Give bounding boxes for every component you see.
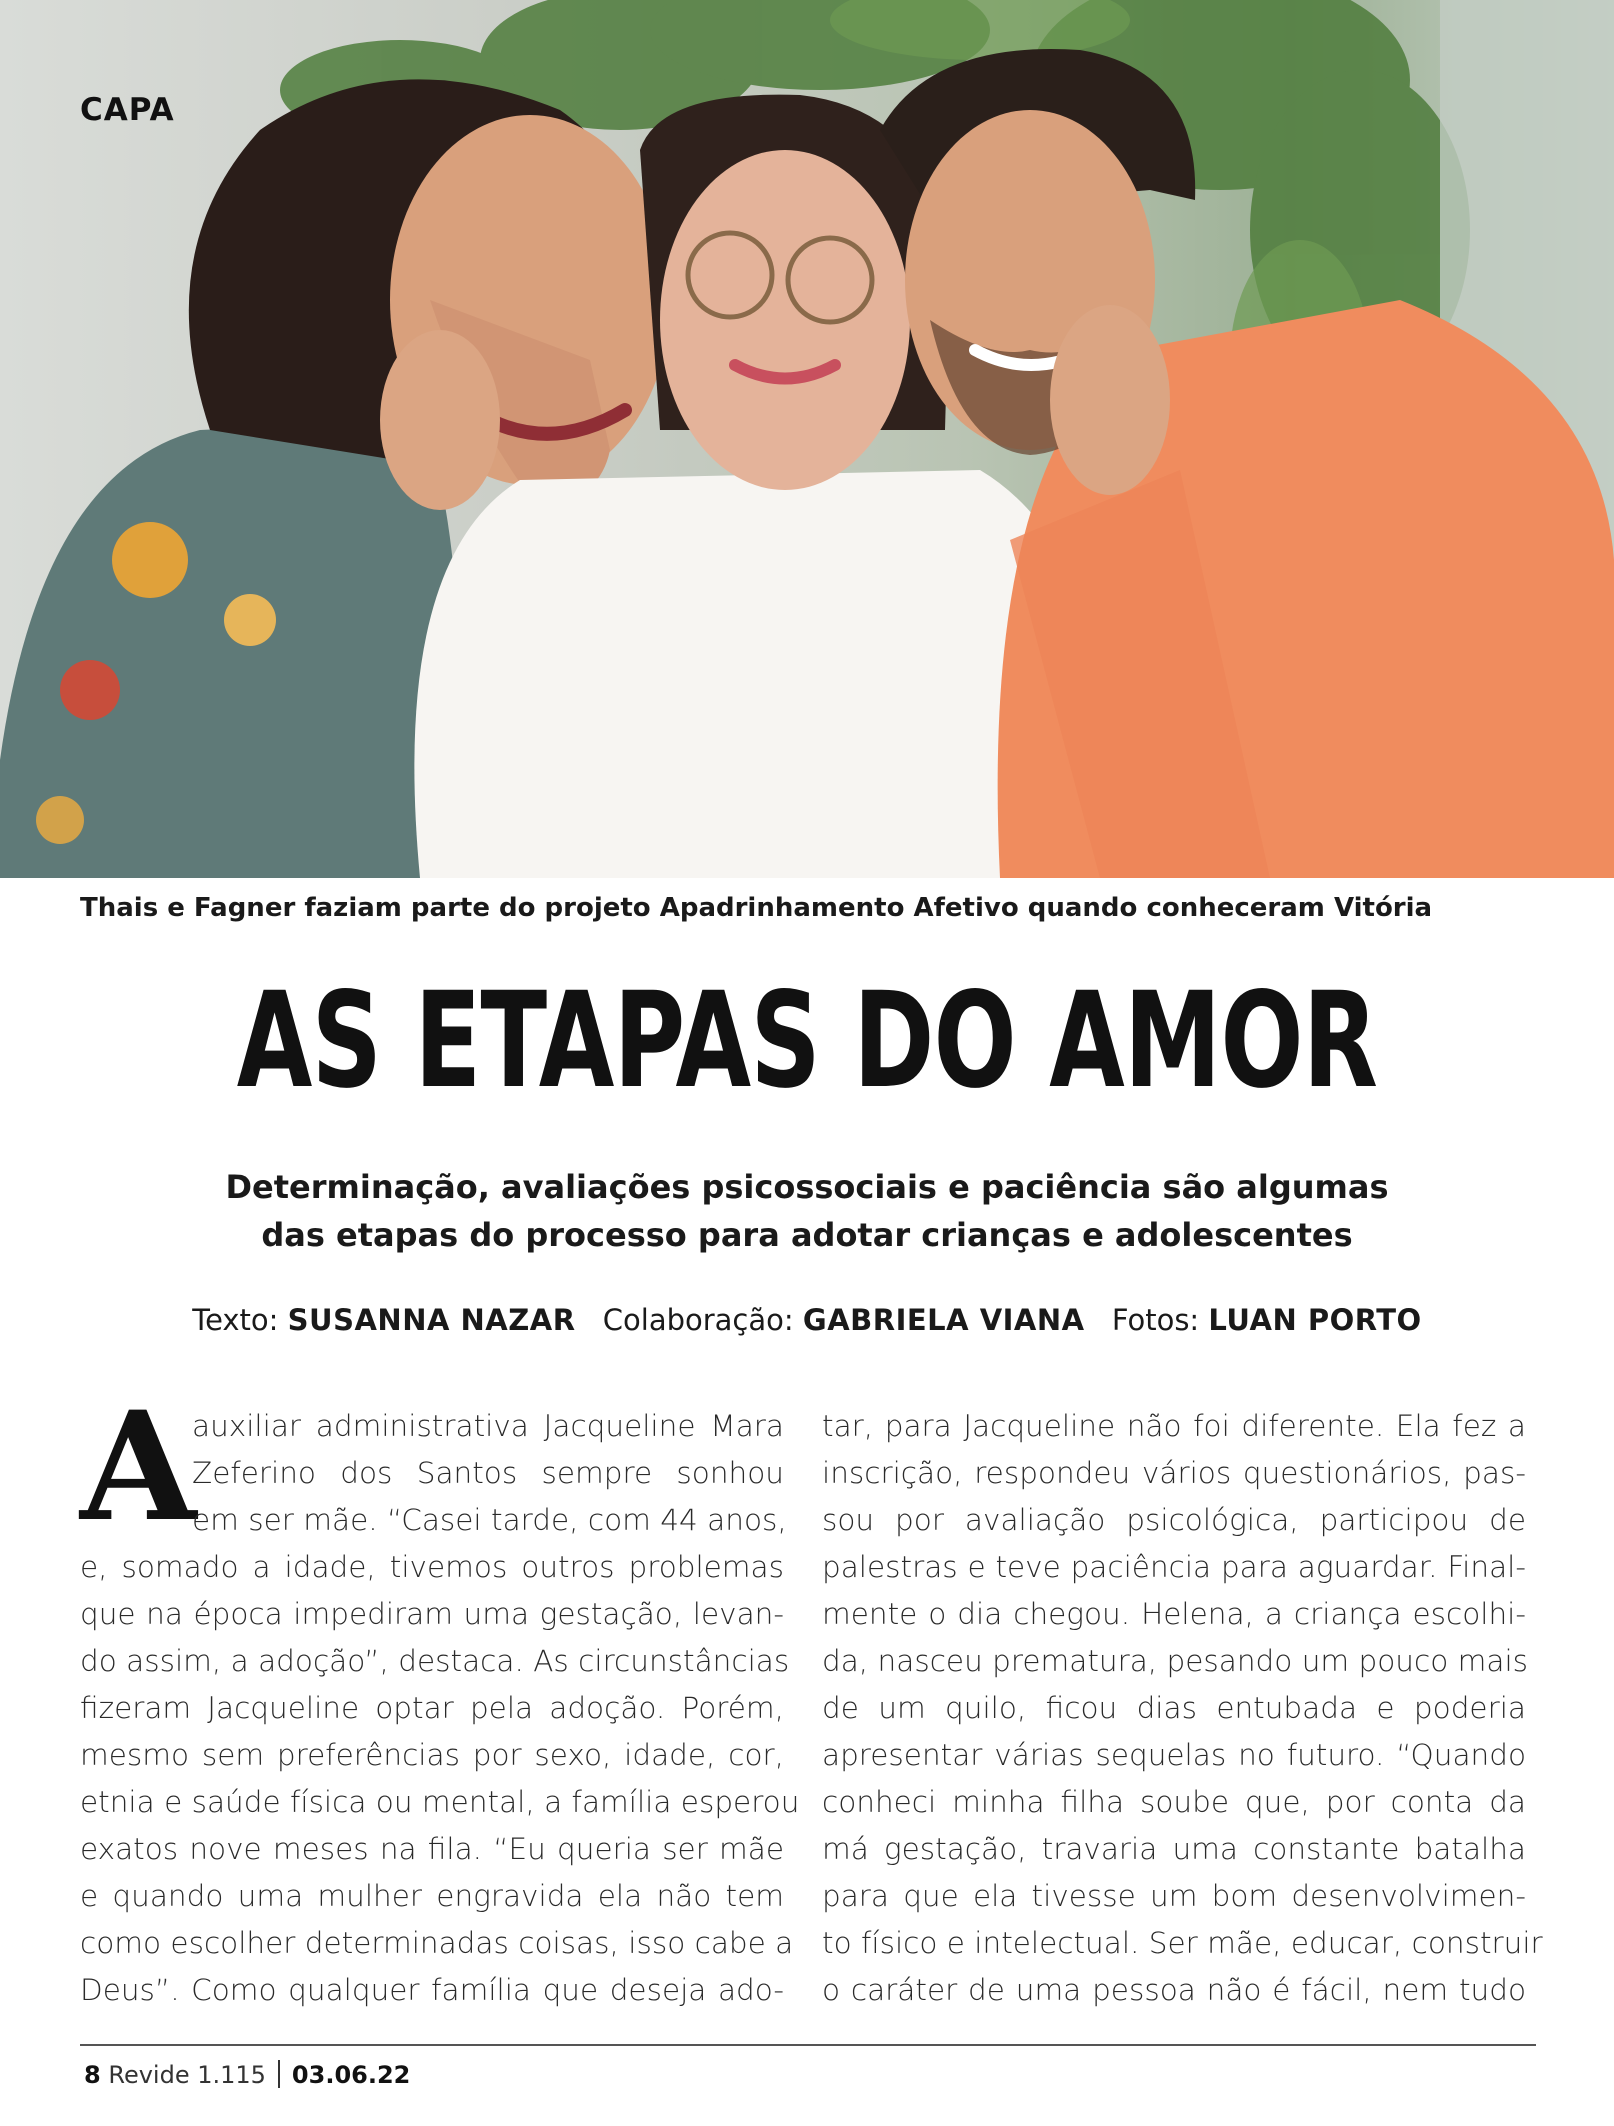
text-line: para que ela tivesse um bom desenvolvimen- — [822, 1879, 1526, 1913]
subheadline-line-2: das etapas do processo para adotar crianças e adolescentes — [261, 1216, 1353, 1254]
issue-date: 03.06.22 — [291, 2061, 411, 2089]
footer-divider — [278, 2060, 280, 2088]
drop-cap: A — [80, 1379, 197, 1555]
text-line: má gestação, travaria uma constante batalha — [822, 1832, 1526, 1866]
credit-photos-name: LUAN PORTO — [1208, 1303, 1422, 1337]
text-line: em ser mãe. “Casei tarde, com 44 anos, — [192, 1503, 787, 1537]
text-line: apresentar várias sequelas no futuro. “Quando — [822, 1738, 1526, 1772]
text-line: da, nasceu prematura, pesando um pouco mais — [822, 1644, 1529, 1678]
text-line: mente o dia chegou. Helena, a criança escolhi- — [822, 1597, 1526, 1631]
headline: AS ETAPAS DO AMOR — [236, 964, 1378, 1118]
text-line: to físico e intelectual. Ser mãe, educar, construir — [822, 1926, 1543, 1960]
page-number: 8 — [84, 2061, 101, 2089]
text-line: etnia e saúde física ou mental, a família esperou — [80, 1785, 800, 1819]
footer-rule — [80, 2044, 1536, 2046]
text-line: auxiliar administrativa Jacqueline Mara — [192, 1409, 784, 1443]
byline — [0, 1303, 1614, 1337]
photo-caption: Thais e Fagner faziam parte do projeto Apadrinhamento Afetivo quando conheceram Vitória — [80, 893, 1433, 923]
text-line: o caráter de uma pessoa não é fácil, nem tudo — [822, 1973, 1526, 2007]
credit-photos-label: Fotos: — [1111, 1303, 1200, 1337]
credit-collab-label: Colaboração: — [602, 1303, 794, 1337]
text-line: como escolher determinadas coisas, isso cabe a — [80, 1926, 794, 1960]
article-column-left — [80, 1403, 800, 2014]
text-line: exatos nove meses na fila. “Eu queria ser mãe — [80, 1832, 784, 1866]
text-line: Deus”. Como qualquer família que deseja ado- — [80, 1973, 784, 2007]
text-line: inscrição, respondeu vários questionários, pas- — [822, 1456, 1526, 1490]
text-line: tar, para Jacqueline não foi diferente. Ela fez a — [822, 1409, 1526, 1443]
text-line: de um quilo, ficou dias entubada e poderia — [822, 1691, 1526, 1725]
text-line: que na época impediram uma gestação, levan- — [80, 1597, 784, 1631]
subheadline — [0, 1163, 1614, 1259]
credit-text-label: Texto: — [192, 1303, 279, 1337]
credit-collab-name: GABRIELA VIANA — [802, 1303, 1085, 1337]
text-line: sou por avaliação psicológica, participou de — [822, 1503, 1526, 1537]
text-line: e, somado a idade, tivemos outros problemas — [80, 1550, 784, 1584]
section-label: CAPA — [80, 92, 175, 128]
subheadline-line-1: Determinação, avaliações psicossociais e paciência são algumas — [225, 1168, 1389, 1206]
text-line: mesmo sem preferências por sexo, idade, cor, — [80, 1738, 784, 1772]
family-photo-illustration — [0, 0, 1614, 878]
text-line: e quando uma mulher engravida ela não tem — [80, 1879, 784, 1913]
cover-photo — [0, 0, 1614, 878]
text-line: do assim, a adoção”, destaca. As circunstâncias — [80, 1644, 790, 1678]
credit-text-name: SUSANNA NAZAR — [287, 1303, 576, 1337]
text-line: Zeferino dos Santos sempre sonhou — [192, 1456, 784, 1490]
page-footer — [84, 2060, 410, 2089]
magazine-issue: Revide 1.115 — [108, 2061, 266, 2089]
text-line: conheci minha filha soube que, por conta da — [822, 1785, 1526, 1819]
article-column-right — [822, 1403, 1543, 2014]
text-line: palestras e teve paciência para aguardar. Final- — [822, 1550, 1526, 1584]
text-line: fizeram Jacqueline optar pela adoção. Porém, — [80, 1691, 784, 1725]
